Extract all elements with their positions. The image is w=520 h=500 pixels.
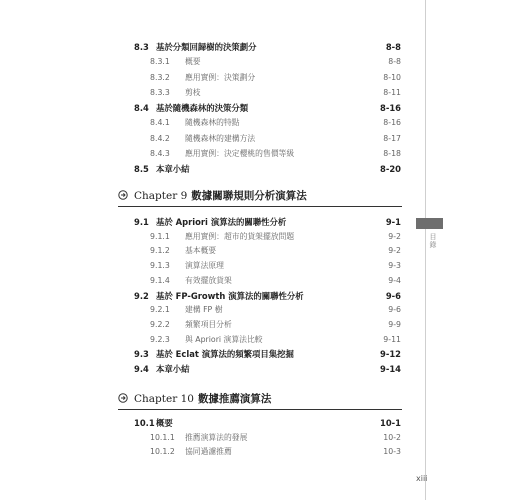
chapter-arrow-icon (118, 190, 128, 200)
page-number: xiii (416, 474, 428, 483)
toc-title: 有效擺放貨架 (185, 275, 232, 285)
toc-title: 推薦演算法的發展 (185, 432, 248, 442)
toc-page-ref: 9-6 (388, 305, 401, 315)
toc-page-ref: 9-9 (388, 319, 401, 329)
toc-page-ref: 9-6 (385, 290, 401, 301)
chapter-heading-10 (118, 389, 402, 410)
chapter-title: 數據關聯規則分析演算法 (191, 190, 307, 202)
toc-title: 基於 Apriori 演算法的關聯性分析 (156, 217, 287, 227)
toc-subsection-row[interactable] (150, 259, 401, 273)
chapter-heading-9 (118, 186, 402, 207)
toc-title: 基於隨機森林的決策分類 (156, 103, 249, 113)
toc-title: 基於 Eclat 演算法的頻繁項目集挖掘 (156, 349, 294, 360)
toc-number: 8.3 (134, 42, 149, 52)
toc-title: 本章小結 (156, 164, 190, 174)
chapter-arrow-icon (118, 393, 128, 403)
side-tab-label: 目錄 (429, 233, 437, 249)
chapter-label: Chapter 9 (134, 190, 188, 202)
toc-title: 基於分類回歸樹的決策劃分 (156, 42, 257, 52)
toc-page-ref: 9-2 (388, 231, 401, 241)
toc-number: 10.1 (134, 418, 155, 428)
toc-page-ref: 8-8 (388, 57, 401, 67)
toc-page-ref: 8-10 (383, 72, 401, 82)
toc-number: 9.4 (134, 364, 149, 374)
toc-page-ref: 9-11 (383, 334, 401, 344)
toc-subsection-row[interactable] (150, 318, 401, 332)
toc-title: 概要 (185, 57, 201, 67)
toc-title: 建構 FP 樹 (185, 305, 223, 315)
toc-number: 8.4.2 (150, 133, 170, 143)
toc-title: 演算法原理 (185, 261, 224, 271)
toc-number: 8.4 (134, 103, 149, 113)
toc-number: 9.1.3 (150, 261, 170, 271)
toc-section-row[interactable] (134, 101, 401, 115)
toc-title: 基本概要 (185, 246, 217, 256)
toc-subsection-row[interactable] (150, 55, 401, 69)
toc-title: 應用實例：決策劃分 (185, 72, 256, 82)
toc-number: 8.3.2 (150, 72, 170, 82)
toc-number: 9.1.4 (150, 275, 170, 285)
toc-page-ref: 8-16 (380, 103, 401, 113)
toc-page-ref: 9-2 (388, 246, 401, 256)
toc-number: 9.1.2 (150, 246, 170, 256)
toc-number: 8.3.1 (150, 57, 170, 67)
toc-subsection-row[interactable] (150, 116, 401, 130)
toc-number: 9.2.1 (150, 305, 170, 315)
toc-subsection-row[interactable] (150, 86, 401, 100)
toc-subsection-row[interactable] (150, 445, 401, 459)
toc-title: 基於 FP-Growth 演算法的關聯性分析 (156, 290, 304, 301)
toc-subsection-row[interactable] (150, 431, 401, 445)
margin-rule (425, 0, 426, 500)
toc-number: 9.1 (134, 217, 149, 227)
toc-title: 剪枝 (185, 87, 201, 97)
toc-page-ref: 10-3 (383, 447, 401, 456)
toc-title: 頻繁項目分析 (185, 319, 232, 329)
toc-page-ref: 9-3 (388, 261, 401, 271)
toc-number: 8.4.3 (150, 148, 170, 158)
toc-number: 9.2.2 (150, 319, 170, 329)
toc-number: 8.3.3 (150, 87, 170, 97)
toc-title: 本章小結 (156, 364, 190, 374)
toc-subsection-row[interactable] (150, 333, 401, 347)
toc-page-ref: 9-1 (385, 217, 401, 227)
toc-subsection-row[interactable] (150, 147, 401, 161)
toc-title: 與 Apriori 演算法比較 (185, 334, 263, 344)
toc-subsection-row[interactable] (150, 132, 401, 146)
toc-side-tab (416, 218, 443, 229)
toc-section-row[interactable] (134, 362, 401, 376)
toc-section-row[interactable] (134, 162, 401, 176)
toc-section-row[interactable] (134, 416, 401, 430)
chapter-label: Chapter 10 (134, 393, 194, 405)
toc-page-ref: 10-2 (383, 432, 401, 442)
toc-section-row[interactable] (134, 40, 401, 54)
toc-number: 9.2.3 (150, 334, 170, 344)
toc-number: 9.3 (134, 349, 149, 360)
toc-number: 10.1.1 (150, 432, 175, 442)
toc-page-ref: 8-11 (383, 87, 401, 97)
toc-subsection-row[interactable] (150, 71, 401, 85)
toc-title: 隨機森林的建構方法 (185, 133, 256, 143)
toc-subsection-row[interactable] (150, 274, 401, 288)
toc-subsection-row[interactable] (150, 230, 401, 244)
toc-subsection-row[interactable] (150, 303, 401, 317)
toc-title: 應用實例：超市的貨架擺放問題 (185, 231, 295, 241)
toc-page-ref: 8-18 (383, 148, 401, 158)
toc-number: 9.1.1 (150, 231, 170, 241)
toc-page-ref: 9-4 (388, 275, 401, 285)
chapter-title: 數據推薦演算法 (197, 393, 272, 405)
toc-page-ref: 9-12 (380, 349, 401, 360)
toc-section-row[interactable] (134, 215, 401, 229)
toc-subsection-row[interactable] (150, 244, 401, 258)
toc-number: 8.5 (134, 164, 149, 174)
toc-title: 概要 (156, 418, 173, 428)
toc-number: 10.1.2 (150, 447, 175, 456)
toc-page-ref: 10-1 (380, 418, 401, 428)
toc-section-row[interactable] (134, 347, 401, 361)
toc-title: 隨機森林的特點 (185, 118, 240, 128)
toc-page-ref: 8-16 (383, 118, 401, 128)
toc-page-ref: 8-8 (385, 42, 401, 52)
toc-title: 應用實例：決定櫻桃的售價等級 (185, 148, 295, 158)
toc-page-ref: 8-17 (383, 133, 401, 143)
toc-section-row[interactable] (134, 289, 401, 303)
toc-number: 9.2 (134, 290, 149, 301)
toc-page-ref: 9-14 (380, 364, 401, 374)
toc-number: 8.4.1 (150, 118, 170, 128)
toc-title: 協同過濾推薦 (185, 447, 232, 456)
toc-page-ref: 8-20 (380, 164, 401, 174)
